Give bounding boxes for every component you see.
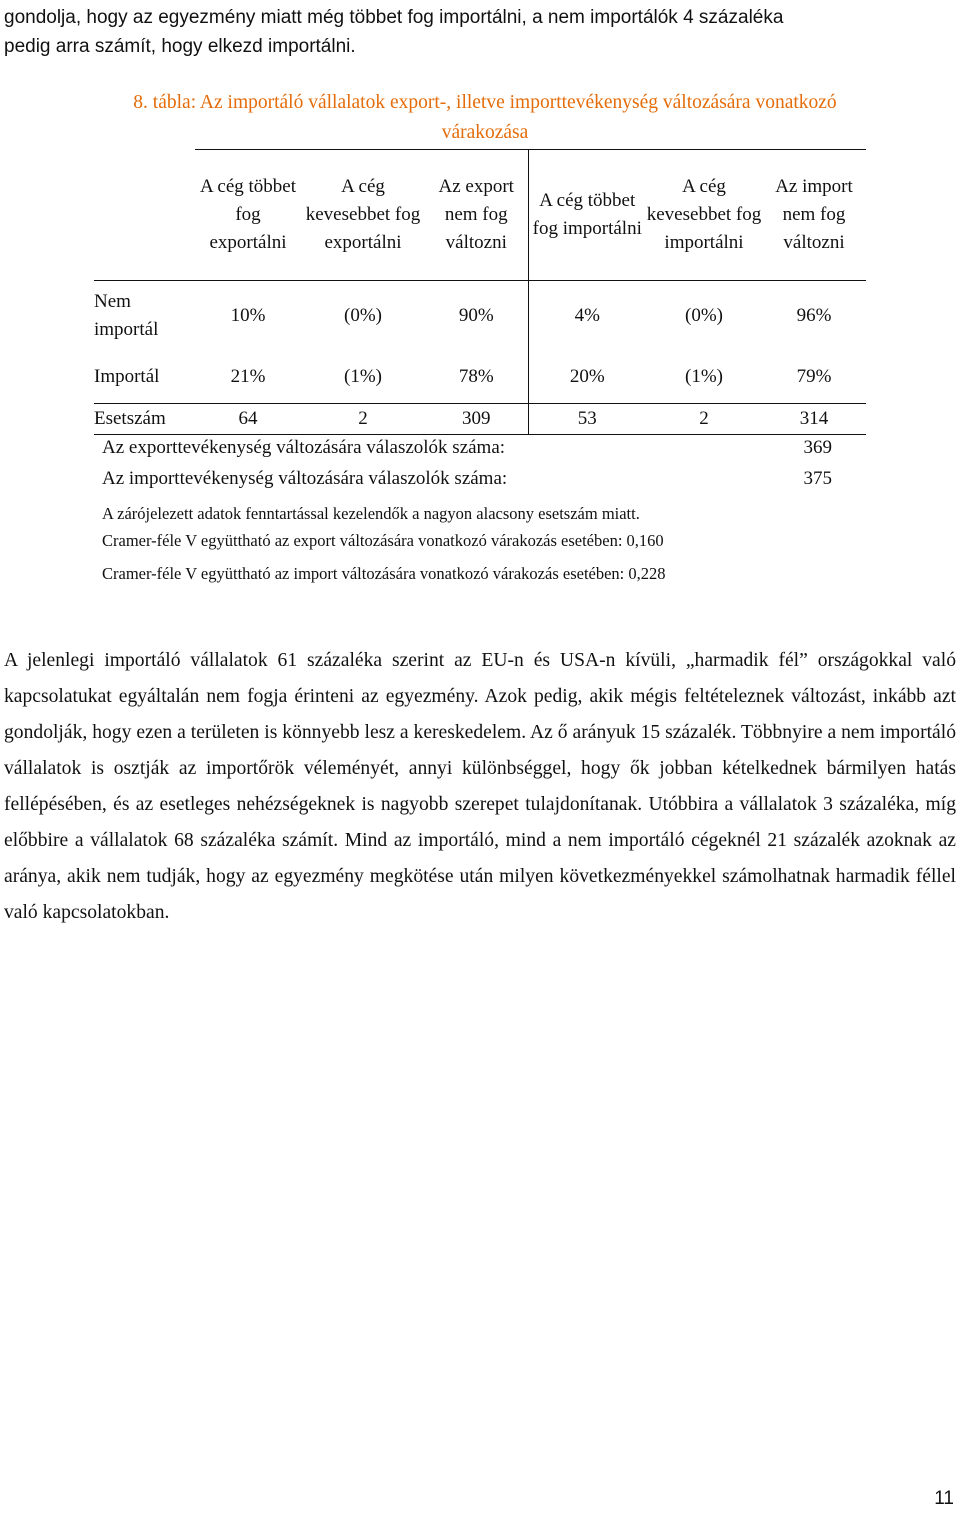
column-header: A cég többet fog exportálni <box>195 150 301 281</box>
column-header: Az import nem fog változni <box>762 150 866 281</box>
table-cell: (1%) <box>344 366 382 387</box>
table-row <box>94 404 866 435</box>
table-cell: 96% <box>796 305 832 326</box>
table-cell: 2 <box>646 404 762 435</box>
intro-line: gondolja, hogy az egyezmény miatt még többet fog importálni, a nem importálók 4 százaléka <box>4 7 784 28</box>
column-header: Az export nem fog változni <box>425 150 528 281</box>
table-cell: (0%) <box>685 305 723 326</box>
table-cell: 21% <box>230 366 266 387</box>
page-number: 11 <box>934 1488 954 1509</box>
export-respondents-value: 369 <box>803 437 832 458</box>
table-cell: 2 <box>301 404 425 435</box>
header-corner <box>94 150 195 281</box>
table-cell: 309 <box>425 404 528 435</box>
intro-line: pedig arra számít, hogy elkezd importálni. <box>4 36 356 57</box>
import-respondents-value: 375 <box>803 468 832 489</box>
row-label: Esetszám <box>94 404 195 435</box>
expectations-table <box>94 149 866 435</box>
table-cell: 90% <box>425 281 528 352</box>
cramer-export-note: Cramer-féle V együttható az export változására vonatkozó várakozás esetében: 0,160 <box>102 531 664 550</box>
cramer-import-note: Cramer-féle V együttható az import változására vonatkozó várakozás esetében: 0,228 <box>102 564 666 583</box>
table-caption: 8. tábla: Az importáló vállalatok export-, illetve importtevékenység változására vonatkozó várakozása <box>133 92 837 143</box>
column-header: A cég kevesebbet fog importálni <box>646 150 762 281</box>
column-header: A cég többet fog importálni <box>528 150 646 281</box>
table-cell: 78% <box>425 351 528 404</box>
table-cell: 20% <box>569 366 605 387</box>
table-cell: 4% <box>574 305 600 326</box>
table-note: A zárójelezett adatok fenntartással kezelendők a nagyon alacsony esetszám miatt. <box>102 504 640 523</box>
table-row <box>94 351 866 404</box>
export-respondents-label: Az exporttevékenység változására válaszolók száma: <box>102 437 506 458</box>
intro-text <box>4 3 954 61</box>
table-cell: 314 <box>762 404 866 435</box>
table-cell: 10% <box>230 305 266 326</box>
row-label: Importál <box>94 366 160 387</box>
import-respondents-label: Az importtevékenység változására válaszolók száma: <box>102 468 508 489</box>
column-header: A cég kevesebbet fog exportálni <box>301 150 425 281</box>
body-paragraph: A jelenlegi importáló vállalatok 61 százaléka szerint az EU-n és USA-n kívüli, „harmadik fél” országokkal való kapcsolatukat egyáltalán nem fogja érinteni az egyezmény. Azok pedig, akik mégis feltételeznek változást, inkább azt gondolják, hogy ezen a területen is könnyebb lesz a kereskedelem. Az ő arányuk 15 százalék. Többnyire a nem importáló vállalatok is osztják az importőrök véleményét, annyi különbséggel, hogy ők jobban kételkednek bármilyen hatás fellépésében, és az esetleges nehézségeknek is nagyobb szerepet tulajdonítanak. Utóbbira a vállalatok 3 százaléka, míg előbbire a vállalatok 68 százaléka számít. Mind az importáló, mind a nem importáló cégeknél 21 százalék azoknak az aránya, akik nem tudják, hogy az egyezmény megkötése után milyen következményekkel számolhatnak harmadik féllel való kapcsolatokban. <box>4 650 956 923</box>
row-label: Nem importál <box>94 291 159 340</box>
table-header-row <box>94 150 866 281</box>
table-cell: 64 <box>195 404 301 435</box>
table-row <box>94 281 866 352</box>
table-cell: (1%) <box>685 366 723 387</box>
table-cell: 79% <box>796 366 832 387</box>
table-cell: 53 <box>528 404 646 435</box>
table-cell: (0%) <box>344 305 382 326</box>
